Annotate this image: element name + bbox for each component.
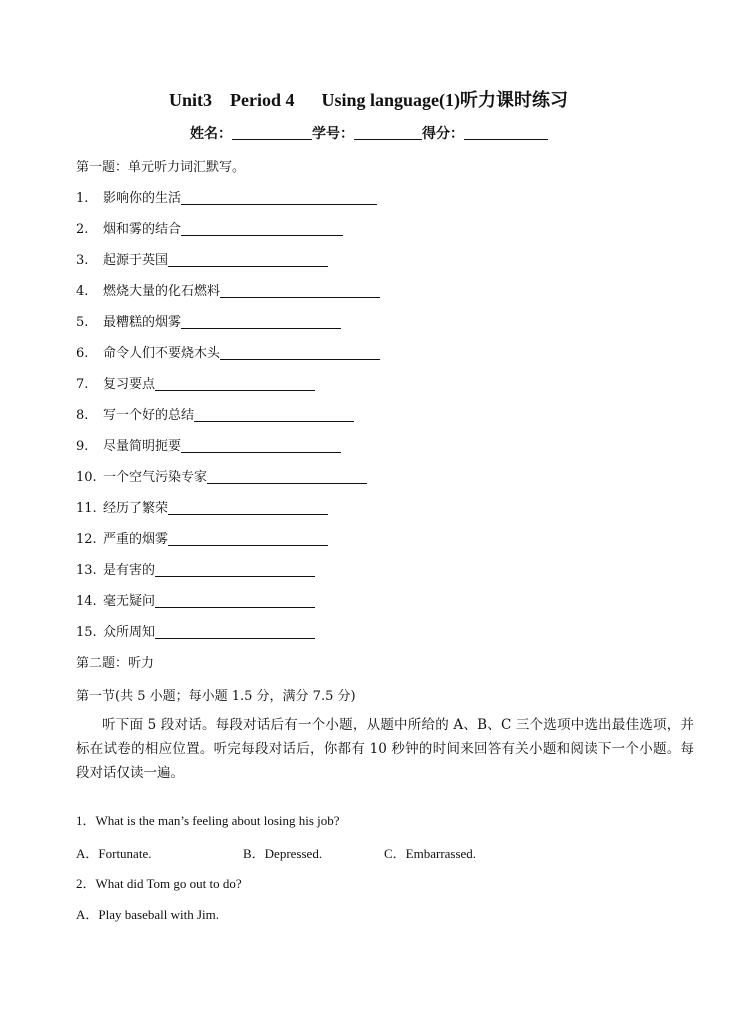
answer-blank[interactable] (181, 314, 341, 329)
vocab-number: 5. (76, 315, 89, 330)
answer-blank[interactable] (207, 469, 367, 484)
vocab-number: 12. (76, 532, 97, 547)
answer-blank[interactable] (168, 500, 328, 515)
option-a[interactable]: A．Play baseball with Jim. (76, 907, 219, 922)
vocab-prompt: 起源于英国 (103, 253, 169, 268)
vocab-number: 6. (76, 346, 89, 361)
vocab-number: 4. (76, 284, 89, 299)
answer-blank[interactable] (155, 593, 315, 608)
vocab-item (76, 466, 367, 486)
name-label: 姓名： (190, 126, 232, 142)
vocab-prompt: 严重的烟雾 (103, 532, 169, 547)
vocab-item (76, 404, 354, 424)
vocab-prompt: 众所周知 (103, 625, 156, 640)
vocab-item (76, 218, 343, 238)
vocab-number: 15. (76, 625, 97, 640)
answer-blank[interactable] (155, 376, 315, 391)
vocab-number: 14. (76, 594, 97, 609)
score-label: 得分： (422, 126, 464, 142)
vocab-prompt: 经历了繁荣 (103, 501, 169, 516)
vocab-item (76, 311, 341, 331)
answer-blank[interactable] (181, 221, 343, 236)
vocab-prompt: 是有害的 (103, 563, 156, 578)
vocab-number: 11. (76, 501, 97, 516)
vocab-prompt: 最糟糕的烟雾 (103, 315, 182, 330)
listening-instructions: 听下面 5 段对话。每段对话后有一个小题，从题中所给的 A、B、C 三个选项中选出最佳选项，并标在试卷的相应位置。听完每段对话后，你都有 10 秒钟的时间来回答有关小题和阅读下一个小题。每段对话仅读一遍。 (76, 717, 694, 781)
vocab-item (76, 435, 341, 455)
vocab-number: 1. (76, 191, 89, 206)
vocab-item (76, 373, 315, 393)
question-stem: 2．What did Tom go out to do? (76, 876, 242, 891)
answer-blank[interactable] (168, 531, 328, 546)
vocab-prompt: 一个空气污染专家 (103, 470, 208, 485)
vocab-item (76, 280, 380, 300)
vocab-number: 13. (76, 563, 97, 578)
section2-heading: 第二题：听力 (76, 656, 155, 671)
vocab-number: 8. (76, 408, 89, 423)
option-b[interactable]: B．Depressed. (243, 846, 323, 861)
vocab-item (76, 528, 328, 548)
id-blank[interactable] (354, 125, 422, 140)
option-c[interactable]: C．Embarrassed. (384, 846, 477, 861)
vocab-number: 2. (76, 222, 89, 237)
option-a[interactable]: A．Fortunate. (76, 846, 152, 861)
vocab-prompt: 燃烧大量的化石燃料 (103, 284, 221, 299)
vocab-number: 3. (76, 253, 89, 268)
answer-blank[interactable] (155, 562, 315, 577)
vocab-item (76, 497, 328, 517)
vocab-item (76, 249, 328, 269)
name-blank[interactable] (232, 125, 312, 140)
score-blank[interactable] (464, 125, 548, 140)
vocab-prompt: 毫无疑问 (103, 594, 156, 609)
vocab-item (76, 342, 380, 362)
vocab-prompt: 尽量简明扼要 (103, 439, 182, 454)
vocab-item (76, 621, 315, 641)
answer-blank[interactable] (220, 345, 380, 360)
vocab-number: 9. (76, 439, 89, 454)
vocab-number: 7. (76, 377, 89, 392)
page-title: Unit3 Period 4 Using language(1)听力课时练习 (168, 90, 568, 110)
id-label: 学号： (312, 126, 354, 142)
answer-blank[interactable] (220, 283, 380, 298)
vocab-prompt: 命令人们不要烧木头 (103, 346, 221, 361)
student-info-line (190, 123, 548, 143)
answer-blank[interactable] (181, 190, 377, 205)
vocab-item (76, 559, 315, 579)
vocab-number: 10. (76, 470, 97, 485)
vocab-prompt: 写一个好的总结 (103, 408, 195, 423)
answer-blank[interactable] (194, 407, 354, 422)
vocab-prompt: 影响你的生活 (103, 191, 182, 206)
answer-blank[interactable] (181, 438, 341, 453)
answer-blank[interactable] (168, 252, 328, 267)
vocab-item (76, 590, 315, 610)
question-stem: 1．What is the man’s feeling about losing his job? (76, 813, 340, 828)
section2-subheading: 第一节(共 5 小题；每小题 1.5 分，满分 7.5 分) (76, 689, 356, 704)
vocab-prompt: 复习要点 (103, 377, 156, 392)
vocab-item (76, 187, 377, 207)
vocab-prompt: 烟和雾的结合 (103, 222, 182, 237)
answer-blank[interactable] (155, 624, 315, 639)
section1-heading: 第一题：单元听力词汇默写。 (76, 160, 246, 175)
